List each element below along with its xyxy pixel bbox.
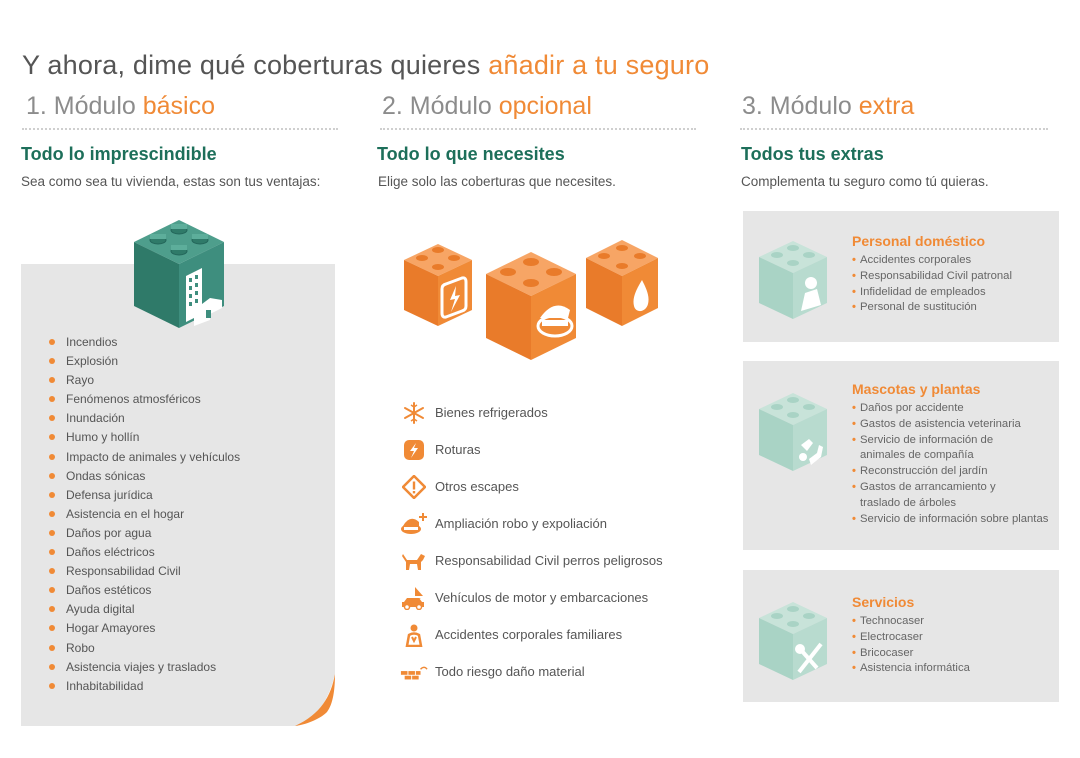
basic-coverage-item	[49, 582, 240, 601]
optional-coverage-label: Roturas	[435, 442, 481, 457]
basic-coverage-item	[49, 563, 240, 582]
panel-item-label: Electrocaser	[860, 630, 923, 643]
panel-item	[852, 480, 1048, 496]
basic-coverage-label: Inhabitabilidad	[66, 678, 144, 693]
optional-coverage-label: Responsabilidad Civil perros peligrosos	[435, 553, 663, 568]
optional-blocks-illustration	[400, 222, 662, 362]
basic-coverage-label: Impacto de animales y vehículos	[66, 449, 241, 464]
bullet-dot-icon	[49, 358, 55, 364]
bullet-dot-icon: •	[852, 285, 856, 298]
basic-coverage-label: Ayuda digital	[66, 602, 135, 617]
bullet-dot-icon	[49, 606, 55, 612]
panel-item-label: Gastos de asistencia veterinaria	[860, 417, 1021, 430]
optional-coverage-item	[400, 468, 663, 505]
panel-body	[852, 381, 1048, 527]
bullet-dot-icon: •	[852, 630, 856, 643]
panel-list	[852, 253, 1012, 316]
panel-item	[852, 646, 970, 662]
basic-coverage-item	[49, 353, 240, 372]
optional-coverage-label: Bienes refrigerados	[435, 405, 548, 420]
panel-item	[852, 269, 1012, 285]
optional-coverage-label: Vehículos de motor y embarcaciones	[435, 590, 649, 605]
basic-coverage-item	[49, 429, 240, 448]
basic-coverage-label: Humo y hollín	[66, 430, 140, 445]
module-optional-subtitle: Elige solo las coberturas que necesites.	[378, 174, 616, 189]
panel-item-label: Technocaser	[860, 615, 925, 627]
bullet-dot-icon	[49, 415, 55, 421]
bullet-dot-icon: •	[852, 269, 856, 282]
basic-coverage-label: Ondas sónicas	[66, 468, 146, 483]
bullet-dot-icon: •	[852, 615, 856, 627]
panel-item-label: Personal de sustitución	[860, 301, 977, 314]
divider	[380, 128, 696, 130]
panel-item-label: Servicio de información de	[860, 433, 994, 446]
basic-coverage-item	[49, 334, 240, 353]
optional-coverage-item	[400, 616, 663, 653]
basic-coverage-item	[49, 525, 240, 544]
basic-coverage-item	[49, 487, 240, 506]
module-optional-heading: Todo lo que necesites	[377, 144, 565, 164]
panel-item-continuation	[852, 448, 1048, 464]
basic-coverage-label: Incendios	[66, 335, 118, 349]
broken-wall-icon	[400, 660, 428, 684]
panel-item	[852, 253, 1012, 269]
basic-coverage-item	[49, 506, 240, 525]
panel-item-label: Responsabilidad Civil patronal	[860, 269, 1012, 282]
basic-coverage-label: Robo	[66, 640, 95, 655]
panel-item	[852, 464, 1048, 480]
divider	[22, 128, 338, 130]
module-extra-heading: Todos tus extras	[741, 144, 884, 164]
basic-coverage-label: Daños eléctricos	[66, 545, 155, 560]
module-extra-title: 3. Módulo extra	[742, 92, 915, 120]
basic-coverage-item	[49, 678, 240, 697]
panel-item	[852, 630, 970, 646]
bullet-dot-icon: •	[852, 417, 856, 430]
person-accident-icon	[400, 623, 428, 647]
panel-title: Mascotas y plantas	[852, 381, 981, 397]
extra-panel-domestic	[743, 211, 1059, 342]
bullet-dot-icon	[49, 377, 55, 383]
basic-coverage-label: Asistencia viajes y traslados	[66, 659, 217, 674]
optional-coverage-list	[400, 394, 663, 690]
optional-coverage-item	[400, 505, 663, 542]
panel-item-label: Accidentes corporales	[860, 254, 972, 266]
panel-title: Personal doméstico	[852, 233, 986, 249]
basic-coverage-list	[49, 334, 240, 697]
panel-item-label: Daños por accidente	[860, 402, 964, 414]
module-basic-title: 1. Módulo básico	[26, 92, 216, 120]
basic-coverage-label: Responsabilidad Civil	[66, 564, 181, 579]
optional-coverage-item	[400, 394, 663, 431]
bullet-dot-icon	[49, 339, 55, 345]
panel-item-label: animales de compañía	[860, 449, 974, 462]
panel-item	[852, 300, 1012, 316]
pets-plants-block-icon	[755, 385, 831, 473]
basic-coverage-item	[49, 410, 240, 429]
optional-coverage-item	[400, 579, 663, 616]
bullet-dot-icon: •	[852, 301, 856, 314]
building-block-icon	[128, 210, 230, 330]
car-boat-icon	[400, 586, 428, 610]
bullet-dot-icon: •	[852, 512, 856, 525]
panel-item	[852, 433, 1048, 449]
page-title-accent: añadir a tu seguro	[488, 50, 710, 80]
basic-coverage-item	[49, 372, 240, 391]
basic-coverage-label: Fenómenos atmosféricos	[66, 392, 201, 407]
panel-item-label: Bricocaser	[860, 646, 914, 659]
optional-coverage-label: Todo riesgo daño material	[435, 664, 585, 679]
basic-coverage-item	[49, 640, 240, 659]
panel-item	[852, 661, 970, 677]
bullet-dot-icon	[49, 530, 55, 536]
dog-icon	[400, 549, 428, 573]
bullet-dot-icon	[49, 396, 55, 402]
bullet-dot-icon	[49, 664, 55, 670]
panel-item-label: Servicio de información sobre plantas	[860, 512, 1049, 525]
basic-coverage-item	[49, 620, 240, 639]
optional-coverage-item	[400, 431, 663, 468]
basic-coverage-item	[49, 659, 240, 678]
bullet-dot-icon	[49, 434, 55, 440]
page-title-main: Y ahora, dime qué coberturas quieres	[22, 50, 489, 80]
extra-panel-pets	[743, 361, 1059, 550]
panel-item-label: Asistencia informática	[860, 662, 970, 675]
panel-item-label: Reconstrucción del jardín	[860, 465, 988, 478]
page-curl-icon	[291, 674, 337, 728]
panel-list	[852, 401, 1048, 527]
panel-body	[852, 233, 1012, 316]
basic-coverage-item	[49, 391, 240, 410]
bullet-dot-icon	[49, 492, 55, 498]
module-basic-subtitle: Sea como sea tu vivienda, estas son tus ventajas:	[21, 174, 321, 189]
bullet-dot-icon: •	[852, 433, 856, 446]
thief-plus-icon	[400, 512, 428, 536]
lightning-block-icon	[404, 244, 472, 326]
optional-coverage-item	[400, 653, 663, 690]
optional-coverage-label: Otros escapes	[435, 479, 519, 494]
warning-diamond-icon	[400, 475, 428, 499]
basic-coverage-label: Explosión	[66, 354, 119, 369]
panel-item-label: Gastos de arrancamiento y	[860, 480, 996, 493]
module-extra-subtitle: Complementa tu seguro como tú quieras.	[741, 174, 989, 189]
basic-coverage-item	[49, 544, 240, 563]
panel-item	[852, 417, 1048, 433]
basic-coverage-label: Inundación	[66, 411, 125, 426]
basic-coverage-label: Hogar Amayores	[66, 621, 156, 636]
module-basic-heading: Todo lo imprescindible	[21, 144, 217, 164]
bullet-dot-icon	[49, 625, 55, 631]
module-optional-title: 2. Módulo opcional	[382, 92, 592, 120]
domestic-worker-block-icon	[755, 233, 831, 321]
basic-coverage-item	[49, 449, 240, 468]
thief-block-icon	[486, 252, 576, 360]
basic-coverage-label: Daños por agua	[66, 525, 152, 540]
extra-panel-services	[743, 570, 1059, 702]
drop-block-icon	[586, 240, 658, 326]
bullet-dot-icon: •	[852, 646, 856, 659]
bullet-dot-icon	[49, 454, 55, 460]
panel-item-label: Infidelidad de empleados	[860, 285, 986, 298]
bullet-dot-icon: •	[852, 465, 856, 478]
basic-coverage-label: Asistencia en el hogar	[66, 506, 185, 521]
optional-coverage-label: Ampliación robo y expoliación	[435, 516, 607, 531]
panel-list	[852, 614, 970, 677]
bullet-dot-icon	[49, 587, 55, 593]
panel-item	[852, 285, 1012, 301]
basic-coverage-item	[49, 468, 240, 487]
bullet-dot-icon: •	[852, 254, 856, 266]
basic-coverage-label: Defensa jurídica	[66, 487, 153, 502]
basic-coverage-label: Daños estéticos	[66, 583, 152, 598]
bullet-dot-icon: •	[852, 402, 856, 414]
broken-glass-icon	[400, 438, 428, 462]
page-title	[22, 50, 709, 81]
panel-item-continuation	[852, 496, 1048, 512]
bullet-dot-icon	[49, 549, 55, 555]
optional-coverage-label: Accidentes corporales familiares	[435, 627, 623, 642]
divider	[740, 128, 1048, 130]
panel-item	[852, 512, 1048, 528]
snowflake-icon	[400, 401, 428, 425]
basic-coverage-label: Rayo	[66, 373, 95, 388]
bullet-dot-icon: •	[852, 480, 856, 493]
panel-item	[852, 614, 970, 630]
bullet-dot-icon	[49, 568, 55, 574]
bullet-dot-icon	[49, 645, 55, 651]
panel-item-label: traslado de árboles	[860, 496, 957, 509]
panel-title: Servicios	[852, 594, 915, 610]
panel-body	[852, 594, 970, 677]
optional-coverage-item	[400, 542, 663, 579]
panel-item	[852, 401, 1048, 417]
tools-block-icon	[755, 594, 831, 682]
bullet-dot-icon: •	[852, 662, 856, 675]
bullet-dot-icon	[49, 511, 55, 517]
bullet-dot-icon	[49, 473, 55, 479]
bullet-dot-icon	[49, 683, 55, 689]
basic-coverage-item	[49, 601, 240, 620]
